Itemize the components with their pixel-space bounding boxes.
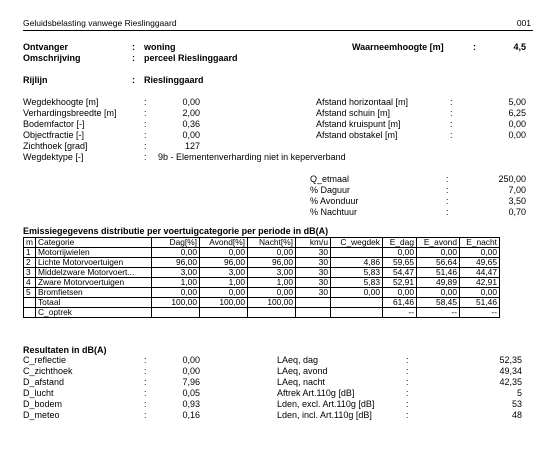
param-label: Zichthoek [grad] <box>23 141 88 151</box>
result-colon: : <box>144 366 147 376</box>
table-cell <box>295 298 330 308</box>
ontvanger-colon: : <box>132 42 135 52</box>
result-label: Lden, excl. Art.110g [dB] <box>277 399 375 409</box>
table-cell: 5,83 <box>330 268 382 278</box>
table-cell: 3 <box>24 268 36 278</box>
table-cell: 100,00 <box>151 298 199 308</box>
table-cell: 0,00 <box>382 288 416 298</box>
table-cell: 100,00 <box>247 298 295 308</box>
param-value: 0,00 <box>508 119 526 129</box>
table-cell: 2 <box>24 258 36 268</box>
height-value: 4,5 <box>513 42 526 52</box>
result-value: 0,16 <box>182 410 200 420</box>
traffic-value: 0,70 <box>508 207 526 217</box>
table-cell: 96,00 <box>151 258 199 268</box>
param-colon: : <box>144 119 147 129</box>
result-colon: : <box>406 399 409 409</box>
report-title: Geluidsbelasting vanwege Rieslinggaard <box>23 18 177 28</box>
page-number: 001 <box>516 18 531 28</box>
table-cell: 0,00 <box>199 248 247 258</box>
table-cell <box>247 308 295 318</box>
table-cell: 96,00 <box>247 258 295 268</box>
table-cell: 3,00 <box>151 268 199 278</box>
result-label: LAeq, nacht <box>277 377 326 387</box>
param-label: Afstand kruispunt [m] <box>316 119 401 129</box>
param-value: 0,00 <box>182 130 200 140</box>
column-header: E_nacht <box>459 238 499 248</box>
table-cell: C_optrek <box>35 308 151 318</box>
column-header: Dag[%] <box>151 238 199 248</box>
table-row <box>24 288 500 298</box>
param-label: Wegdektype [-] <box>23 152 84 162</box>
road-colon: : <box>132 75 135 85</box>
table-cell: 44,47 <box>459 268 499 278</box>
result-colon: : <box>144 410 147 420</box>
table-cell: 30 <box>295 278 330 288</box>
table-row <box>24 268 500 278</box>
table-cell: 3,00 <box>247 268 295 278</box>
param-colon: : <box>450 108 453 118</box>
column-header: m <box>24 238 36 248</box>
column-header: E_avond <box>416 238 459 248</box>
omschrijving-label: Omschrijving <box>23 53 81 63</box>
table-cell: 49,89 <box>416 278 459 288</box>
column-header: Nacht[%] <box>247 238 295 248</box>
table-cell: 0,00 <box>151 248 199 258</box>
param-colon: : <box>144 141 147 151</box>
result-label: C_reflectie <box>23 355 67 365</box>
table-total-row <box>24 298 500 308</box>
result-label: D_lucht <box>23 388 54 398</box>
result-value: 5 <box>516 388 522 398</box>
table-cell: -- <box>459 308 499 318</box>
param-value: 2,00 <box>182 108 200 118</box>
traffic-value: 7,00 <box>508 185 526 195</box>
table-cell <box>151 308 199 318</box>
result-label: Lden, incl. Art.110g [dB] <box>277 410 372 420</box>
result-value: 7,96 <box>182 377 200 387</box>
table-cell: Bromfietsen <box>35 288 151 298</box>
table-cell: 0,00 <box>247 248 295 258</box>
table-cell: 0,00 <box>416 288 459 298</box>
result-colon: : <box>406 388 409 398</box>
table-cell: 30 <box>295 258 330 268</box>
column-header: E_dag <box>382 238 416 248</box>
param-colon: : <box>144 152 147 162</box>
param-label: Wegdekhoogte [m] <box>23 97 99 107</box>
table-cell: 1,00 <box>151 278 199 288</box>
table-cell: 1,00 <box>247 278 295 288</box>
param-label: Afstand horizontaal [m] <box>316 97 409 107</box>
table-cell: Lichte Motorvoertuigen <box>35 258 151 268</box>
results-title: Resultaten in dB(A) <box>23 345 107 355</box>
table-cell <box>24 298 36 308</box>
table-cell: Middelzware Motorvoert... <box>35 268 151 278</box>
param-colon: : <box>144 108 147 118</box>
traffic-colon: : <box>446 196 449 206</box>
table-cell: 100,00 <box>199 298 247 308</box>
table-cell: 30 <box>295 268 330 278</box>
result-colon: : <box>144 355 147 365</box>
result-colon: : <box>406 377 409 387</box>
table-cell: 0,00 <box>459 248 499 258</box>
table-cell: 0,00 <box>330 288 382 298</box>
param-value: 0,00 <box>182 97 200 107</box>
result-value: 0,00 <box>182 355 200 365</box>
param-colon: : <box>450 119 453 129</box>
table-optrek-row <box>24 308 500 318</box>
table-header-row <box>24 238 500 248</box>
result-colon: : <box>144 388 147 398</box>
traffic-colon: : <box>446 174 449 184</box>
traffic-label: % Daguur <box>310 185 351 195</box>
table-cell: 54,47 <box>382 268 416 278</box>
table-cell: 61,46 <box>382 298 416 308</box>
column-header: C_wegdek <box>330 238 382 248</box>
table-cell: Totaal <box>35 298 151 308</box>
table-cell: 0,00 <box>199 288 247 298</box>
result-value: 42,35 <box>499 377 522 387</box>
table-row <box>24 278 500 288</box>
traffic-label: % Nachtuur <box>310 207 358 217</box>
result-label: LAeq, dag <box>277 355 319 365</box>
param-label: Bodemfactor [-] <box>23 119 85 129</box>
traffic-label: Q_etmaal <box>310 174 350 184</box>
result-value: 49,34 <box>499 366 522 376</box>
road-value: Rieslinggaard <box>144 75 204 85</box>
param-value: 127 <box>184 141 200 151</box>
table-cell: 52,91 <box>382 278 416 288</box>
header-rule <box>23 30 533 31</box>
table-row <box>24 248 500 258</box>
param-colon: : <box>450 97 453 107</box>
column-header: km/u <box>295 238 330 248</box>
param-value: 9b - Elementenverharding niet in keperverband <box>158 152 346 162</box>
result-value: 52,35 <box>499 355 522 365</box>
result-label: D_afstand <box>23 377 65 387</box>
result-colon: : <box>144 399 147 409</box>
result-value: 48 <box>511 410 522 420</box>
table-cell <box>330 308 382 318</box>
table-cell: -- <box>382 308 416 318</box>
table-cell <box>330 298 382 308</box>
table-cell: Zware Motorvoertuigen <box>35 278 151 288</box>
omschrijving-value: perceel Rieslinggaard <box>144 53 238 63</box>
table-cell: 49,65 <box>459 258 499 268</box>
table-cell: 96,00 <box>199 258 247 268</box>
table-cell: 1,00 <box>199 278 247 288</box>
table-cell: 4 <box>24 278 36 288</box>
result-label: Aftrek Art.110g [dB] <box>277 388 355 398</box>
param-label: Afstand obstakel [m] <box>316 130 398 140</box>
table-cell: 30 <box>295 288 330 298</box>
table-cell <box>199 308 247 318</box>
result-label: D_bodem <box>23 399 63 409</box>
param-label: Objectfractie [-] <box>23 130 85 140</box>
table-cell: 0,00 <box>382 248 416 258</box>
table-cell: 5 <box>24 288 36 298</box>
result-colon: : <box>406 410 409 420</box>
table-cell: 30 <box>295 248 330 258</box>
ontvanger-label: Ontvanger <box>23 42 69 52</box>
table-cell: 51,46 <box>416 268 459 278</box>
result-colon: : <box>406 366 409 376</box>
traffic-colon: : <box>446 207 449 217</box>
traffic-label: % Avonduur <box>310 196 359 206</box>
omschrijving-colon: : <box>132 53 135 63</box>
table-cell: 3,00 <box>199 268 247 278</box>
result-label: D_meteo <box>23 410 60 420</box>
table-cell: -- <box>416 308 459 318</box>
height-colon: : <box>473 42 476 52</box>
table-cell: 0,00 <box>247 288 295 298</box>
param-value: 5,00 <box>508 97 526 107</box>
column-header: Avond[%] <box>199 238 247 248</box>
table-row <box>24 258 500 268</box>
param-value: 0,36 <box>182 119 200 129</box>
param-colon: : <box>144 97 147 107</box>
traffic-colon: : <box>446 185 449 195</box>
column-header: Categorie <box>35 238 151 248</box>
param-label: Afstand schuin [m] <box>316 108 391 118</box>
result-label: C_zichthoek <box>23 366 73 376</box>
emission-table <box>23 237 500 318</box>
table-cell <box>330 248 382 258</box>
param-value: 6,25 <box>508 108 526 118</box>
result-value: 53 <box>511 399 522 409</box>
table-cell: 42,91 <box>459 278 499 288</box>
table-cell: 59,65 <box>382 258 416 268</box>
table-cell: 1 <box>24 248 36 258</box>
param-value: 0,00 <box>508 130 526 140</box>
emission-title: Emissiegegevens distributie per voertuigcategorie per periode in dB(A) <box>23 226 329 236</box>
result-colon: : <box>406 355 409 365</box>
height-label: Waarneemhoogte [m] <box>352 42 444 52</box>
result-colon: : <box>144 377 147 387</box>
result-value: 0,00 <box>182 366 200 376</box>
table-cell: 0,00 <box>459 288 499 298</box>
result-label: LAeq, avond <box>277 366 328 376</box>
table-cell: 5,83 <box>330 278 382 288</box>
table-cell: Motorrijwielen <box>35 248 151 258</box>
table-cell: 4,86 <box>330 258 382 268</box>
result-value: 0,93 <box>182 399 200 409</box>
param-colon: : <box>450 130 453 140</box>
table-cell <box>24 308 36 318</box>
table-cell <box>295 308 330 318</box>
ontvanger-value: woning <box>144 42 176 52</box>
traffic-value: 250,00 <box>498 174 526 184</box>
table-cell: 58,45 <box>416 298 459 308</box>
table-cell: 56,64 <box>416 258 459 268</box>
param-colon: : <box>144 130 147 140</box>
traffic-value: 3,50 <box>508 196 526 206</box>
table-cell: 0,00 <box>151 288 199 298</box>
road-label: Rijlijn <box>23 75 48 85</box>
table-cell: 51,46 <box>459 298 499 308</box>
result-value: 0,05 <box>182 388 200 398</box>
param-label: Verhardingsbreedte [m] <box>23 108 117 118</box>
table-cell: 0,00 <box>416 248 459 258</box>
